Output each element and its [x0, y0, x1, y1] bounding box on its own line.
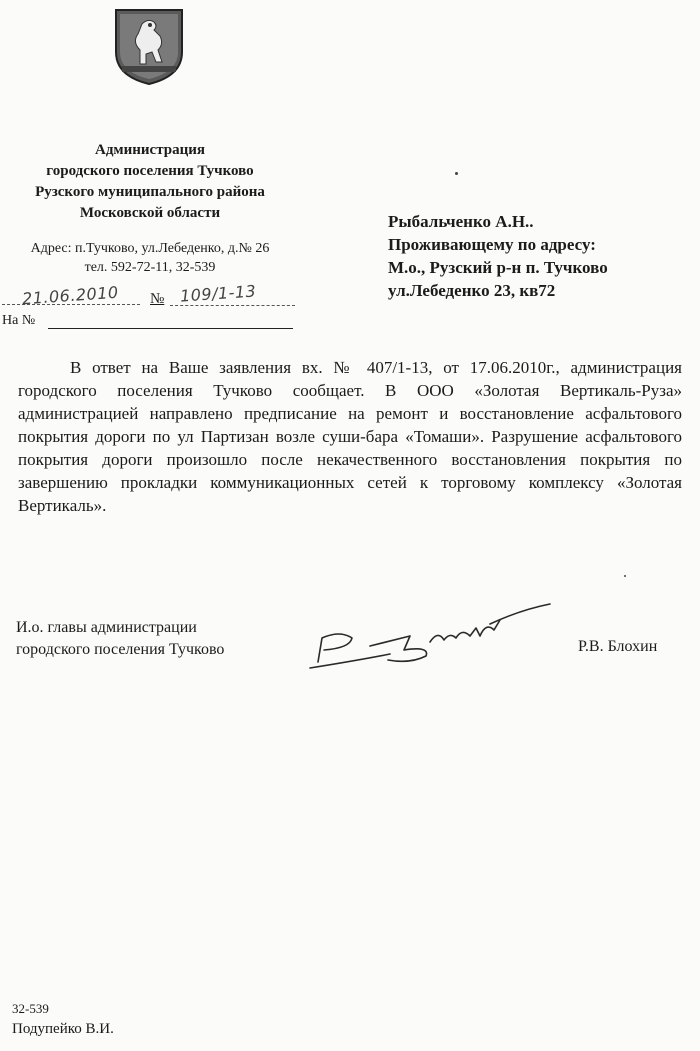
coat-of-arms: [112, 6, 186, 86]
ref-number-label: На №: [2, 313, 36, 328]
executor-name: Подупейко В.И.: [12, 1021, 114, 1037]
signatory-position: [16, 617, 224, 661]
org-line: Администрация: [94, 142, 206, 158]
scan-speck: [624, 575, 626, 577]
org-line: Московской области: [79, 205, 221, 221]
org-phone: тел. 592-72-11, 32-539: [84, 260, 216, 275]
reg-number: 109/1-13: [179, 281, 257, 306]
scan-speck: [455, 172, 458, 175]
ref-number-underline: [48, 328, 293, 329]
recipient-line: ул.Лебеденко 23, кв72: [388, 281, 556, 300]
handwritten-signature: [300, 590, 570, 680]
recipient-line: Проживающему по адресу:: [388, 235, 596, 254]
organization-contacts: [0, 239, 300, 277]
signatory-name: Р.В. Блохин: [578, 638, 658, 655]
signatory-position-line: городского поселения Тучково: [16, 641, 225, 658]
signatory-position-line: И.о. главы администрации: [16, 619, 197, 636]
org-address: Адрес: п.Тучково, ул.Лебеденко, д.№ 26: [30, 241, 270, 256]
reg-date: 21.06.2010: [21, 282, 120, 309]
recipient-block: [388, 210, 688, 302]
reg-number-label: №: [150, 291, 165, 307]
letter-body: В ответ на Ваше заявления вх. № 407/1-13, от 17.06.2010г., администрация городского поселения Тучково сообщает. В ООО «Золотая Вертикаль-Руза» администрацией направлено предписание на ремонт и восстановление асфальтового покрытия дороги по ул Партизан возле суши-бара «Томаши». Разрушение асфальтового покрытия дороги произошло после некачественного восстановления покрытия по завершению прокладки коммуникационных сетей к торговому комплексу «Золотая Вертикаль».: [18, 358, 682, 515]
recipient-line: Рыбальченко А.Н..: [388, 212, 534, 231]
reg-number-underline: [170, 305, 295, 306]
executor-info: [12, 998, 114, 1040]
recipient-line: М.о., Рузский р-н п. Тучково: [388, 258, 608, 277]
executor-phone: 32-539: [12, 1001, 49, 1016]
coat-of-arms-icon: [112, 6, 186, 86]
org-line: Рузского муниципального района: [35, 184, 265, 200]
org-line: городского поселения Тучково: [46, 163, 254, 179]
organization-name: [0, 140, 300, 224]
